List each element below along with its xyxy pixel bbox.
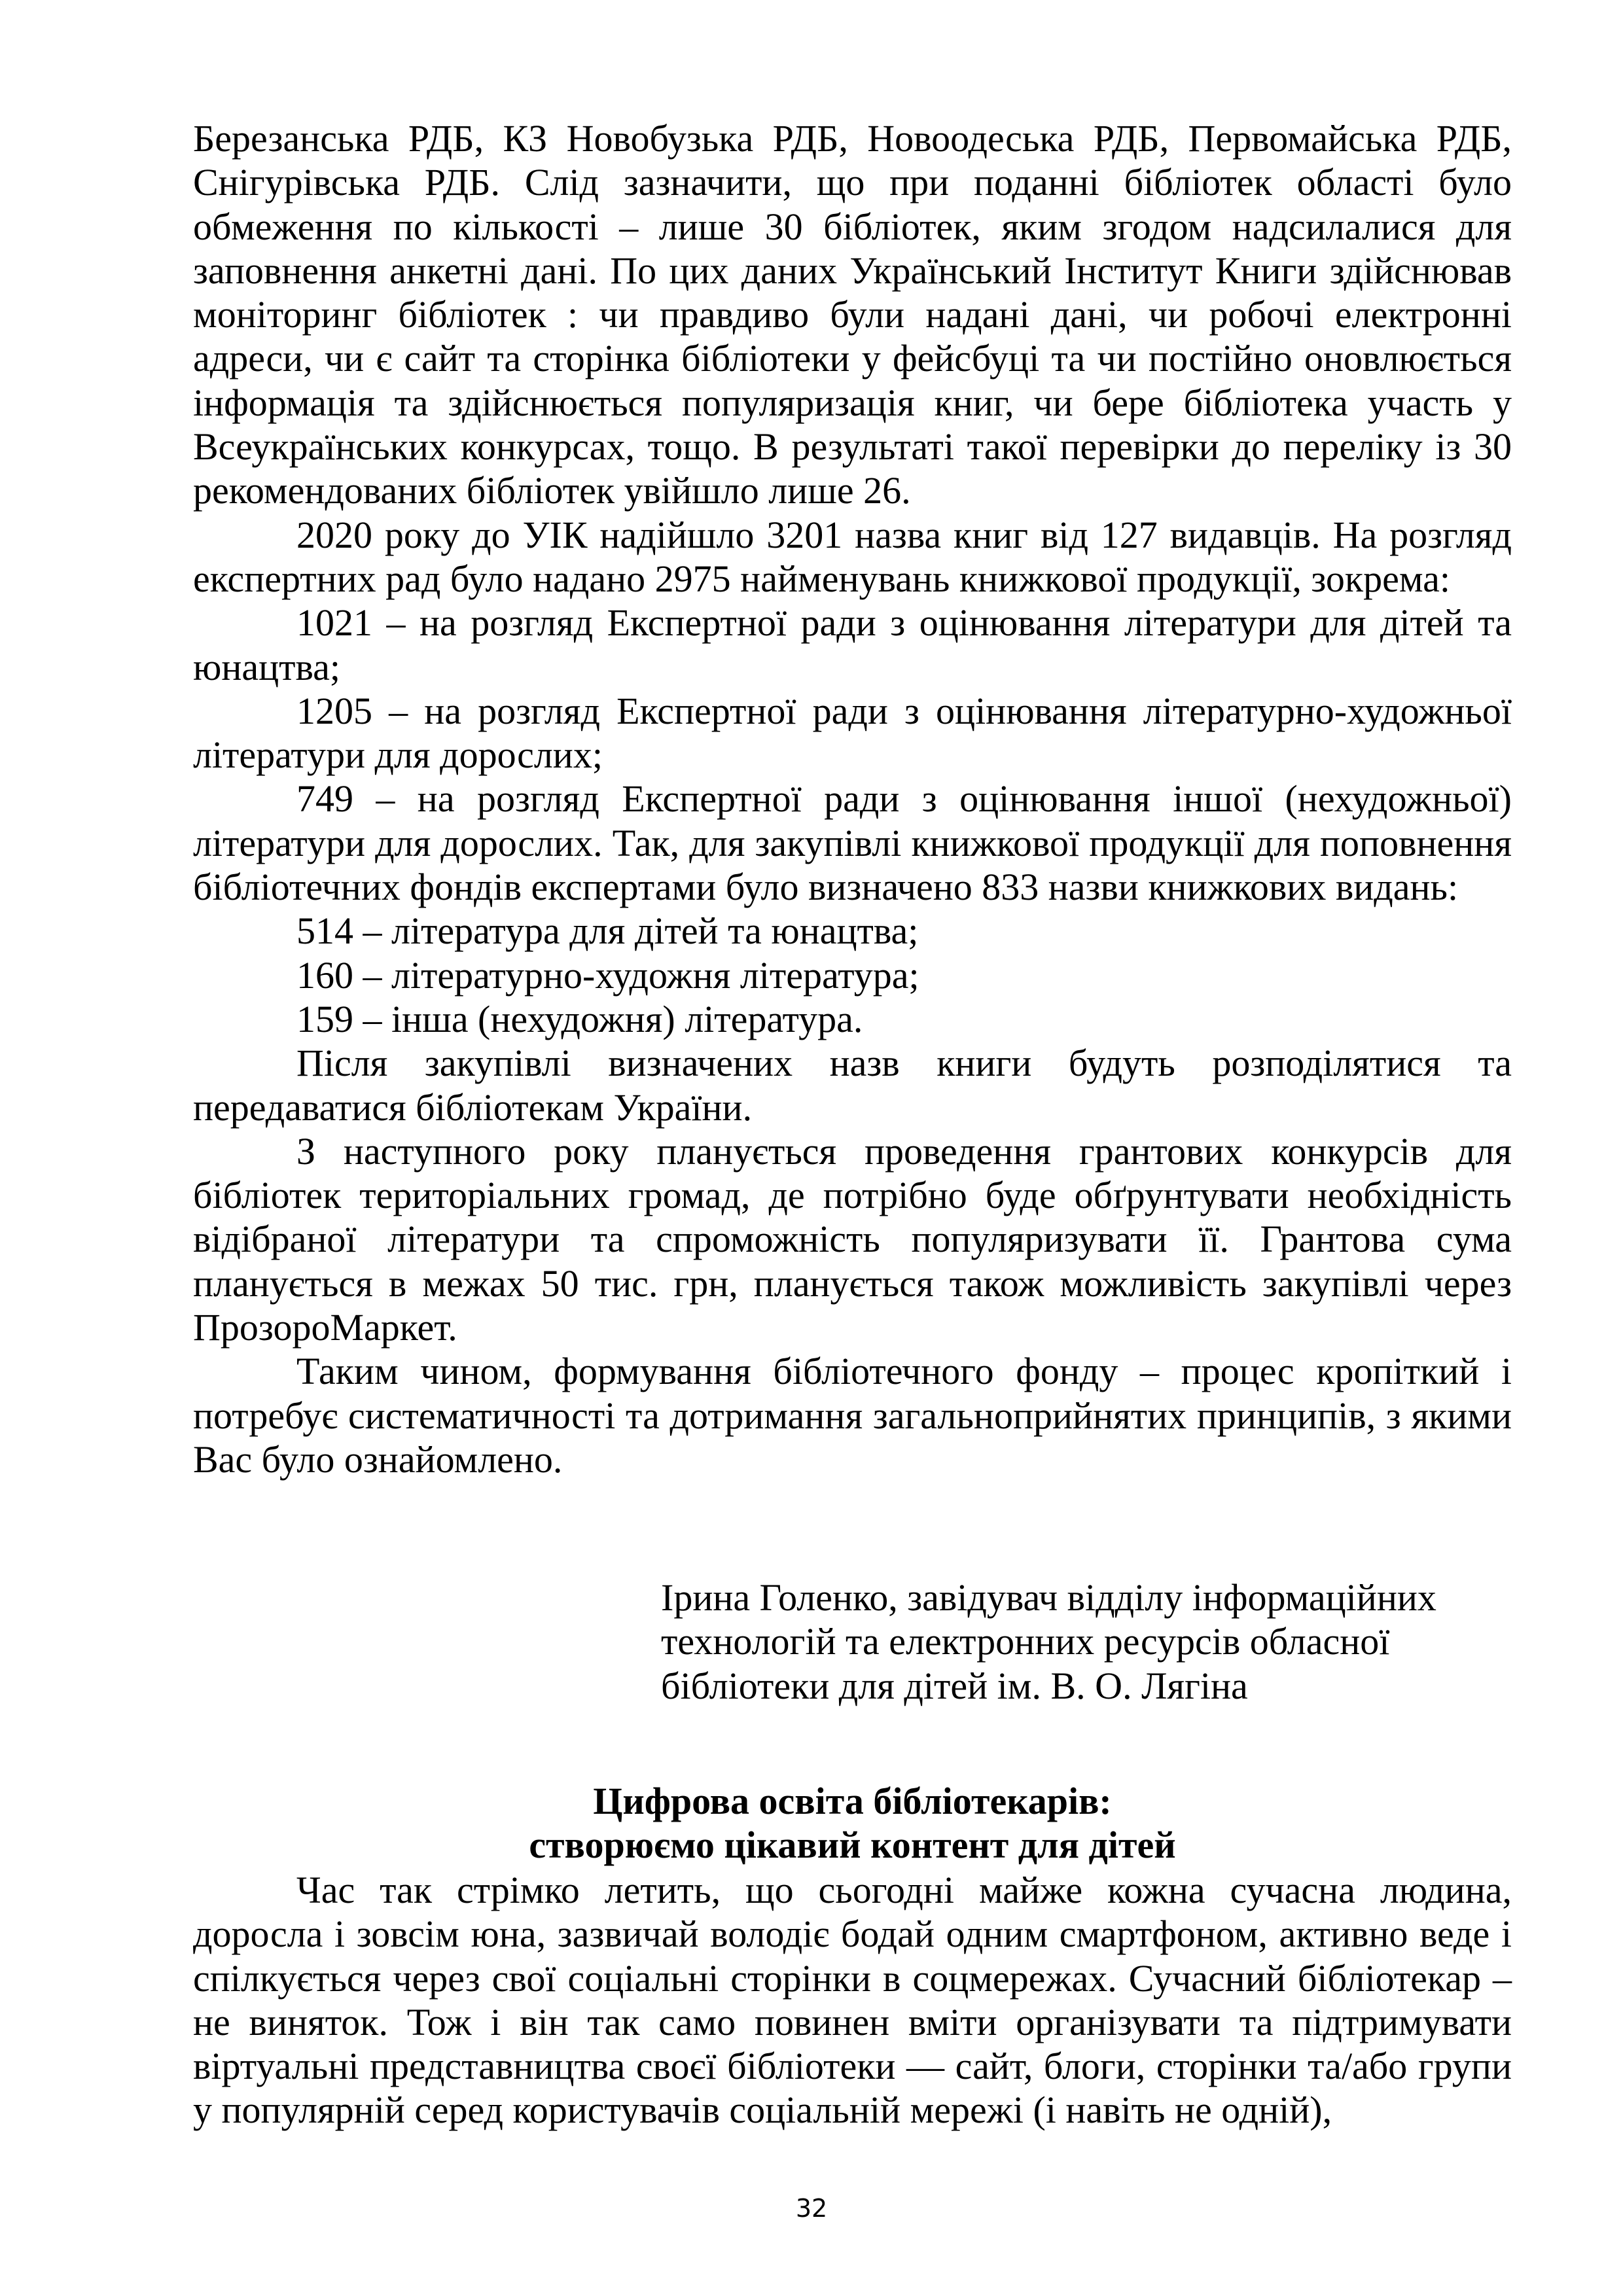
page-number: 32 bbox=[795, 2194, 828, 2223]
signature-line: Ірина Голенко, завідувач відділу інформаційних bbox=[661, 1576, 1436, 1619]
list-item-fiction: 1205 – на розгляд Експертної ради з оцінювання літературно-художньої літератури для дорослих; bbox=[193, 689, 1512, 777]
signature-line: бібліотеки для дітей ім. В. О. Лягіна bbox=[661, 1664, 1248, 1707]
section-body bbox=[193, 1868, 1512, 2132]
section-title-line: Цифрова освіта бібліотекарів: bbox=[593, 1780, 1112, 1822]
signature-line: технологій та електронних ресурсів обласної bbox=[661, 1620, 1390, 1663]
section-paragraph: Час так стрімко летить, що сьогодні майже кожна сучасна людина, доросла і зовсім юна, зазвичай володіє бодай одним смартфоном, активно веде і спілкується через свої соціальні сторінки в соцмережах. Сучасний бібліотекар – не виняток. Тож і він так само повинен вміти організувати та підтримувати віртуальні представництва своєї бібліотеки — сайт, блоги, сторінки та/або групи у популярній серед користувачів соціальній мережі (і навіть не одній), bbox=[193, 1869, 1512, 2132]
list-item-159: 159 – інша (нехудожня) література. bbox=[296, 997, 863, 1040]
list-item-children-literature: 1021 – на розгляд Експертної ради з оцінювання літератури для дітей та юнацтва; bbox=[193, 601, 1512, 688]
section-heading bbox=[193, 1779, 1512, 1867]
list-item-nonfiction: 749 – на розгляд Експертної ради з оцінювання іншої (нехудожньої) літератури для дорослих. Так, для закупівлі книжкової продукції для поповнення бібліотечних фондів експертами було визначено 833 назви книжкових видань: bbox=[193, 777, 1512, 909]
author-signature bbox=[661, 1576, 1512, 1708]
paragraph-continued: Березанська РДБ, КЗ Новобузька РДБ, Новоодеська РДБ, Первомайська РДБ, Снігурівська РДБ. Слід зазначити, що при поданні бібліотек області було обмеження по кількості – лише 30 бібліотек, яким згодом надсилалися для заповнення анкетні дані. По цих даних Український Інститут Книги здійснював моніторинг бібліотек : чи правдиво були надані дані, чи робочі електронні адреси, чи є сайт та сторінка бібліотеки у фейсбуці та чи постійно оновлюється інформація та здійснюється популяризація книг, чи бере бібліотека участь у Всеукраїнських конкурсах, тощо. В результаті такої перевірки до переліку із 30 рекомендованих бібліотек увійшло лише 26. bbox=[193, 117, 1512, 512]
body-text bbox=[193, 116, 1512, 1481]
section-title-line: створюємо цікавий контент для дітей bbox=[529, 1824, 1176, 1867]
paragraph-statistics: 2020 року до УІК надійшло 3201 назва книг від 127 видавців. На розгляд експертних рад було надано 2975 найменувань книжкової продукції, зокрема: bbox=[193, 513, 1512, 600]
paragraph-conclusion: Таким чином, формування бібліотечного фонду – процес кропіткий і потребує систематичності та дотримання загальноприйнятих принципів, з якими Вас було ознайомлено. bbox=[193, 1350, 1512, 1481]
paragraph-grants: З наступного року планується проведення грантових конкурсів для бібліотек територіальних громад, де потрібно буде обґрунтувати необхідність відібраної літератури та спроможність популяризувати її. Грантова сума планується в межах 50 тис. грн, планується також можливість закупівлі через ПрозороМаркет. bbox=[193, 1129, 1512, 1349]
list-item-160: 160 – літературно-художня література; bbox=[296, 953, 919, 997]
list-item-514: 514 – література для дітей та юнацтва; bbox=[296, 910, 919, 953]
paragraph-distribution: Після закупівлі визначених назв книги будуть розподілятися та передаватися бібліотекам України. bbox=[193, 1042, 1512, 1129]
